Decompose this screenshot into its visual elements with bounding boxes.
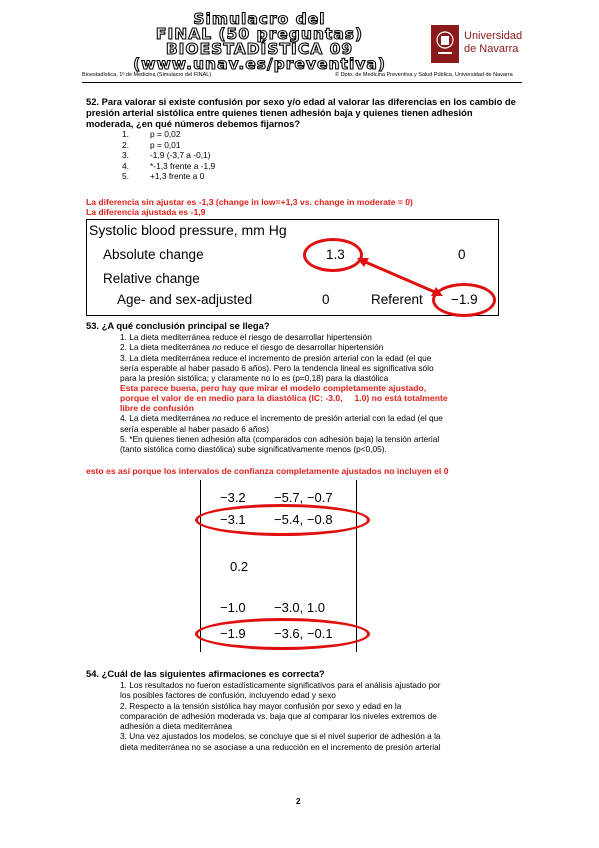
q53-option-4: 4. La dieta mediterránea no reduce el incremento de presión arterial con la edad (el que — [120, 413, 443, 424]
sbp-row3-referent: Referent — [371, 292, 423, 307]
q53-red-note-line: Esta parece buena, pero hay que mirar el modelo completamente ajustado, — [120, 383, 427, 394]
double-arrow-icon — [355, 255, 445, 299]
sbp-row3-value-2: −1.9 — [451, 292, 478, 307]
q53-option-3-line: sería esperable al haber pasado 6 años). Pero la tendencia lineal es significativa sólo — [120, 362, 434, 373]
sbp-row3-value: 0 — [322, 292, 330, 307]
header-title — [82, 12, 437, 72]
sbp-row1-value: 1.3 — [326, 247, 345, 262]
q54-option-2-line: adhesión a dieta mediterránea — [120, 721, 233, 732]
q54-options — [120, 680, 530, 752]
q52-option: 2. p = 0,01 — [122, 139, 181, 150]
university-seal-icon — [430, 24, 460, 64]
q53-option-5-line: 5. *En quienes tienen adhesión alta (comparados con adhesión baja) la tensión arterial — [120, 434, 440, 445]
subheader-right: © Dpto. de Medicina Preventiva y Salud Pública, Universidad de Navarra — [335, 72, 513, 78]
q52-option: 3. -1,9 (-3,7 a -0,1) — [122, 150, 211, 160]
q54-option-1-line: 1. Los resultados no fueron estadísticamente significativos para el análisis ajustado por — [120, 680, 441, 690]
q53-option-3-line: 3. La dieta mediterránea reduce el incremento de presión arterial con la edad (el que — [120, 352, 432, 363]
logo-text-2: de Navarra — [464, 43, 519, 55]
q53-options — [120, 332, 520, 455]
q53-conclusion-note: esto es así porque los intervalos de confianza completamente ajustados no incluyen el 0 — [86, 466, 449, 476]
logo-text-1: Universidad — [464, 30, 523, 42]
ci-value: −1.0 — [220, 600, 246, 615]
header-title-line-1: Simulacro del — [193, 10, 326, 28]
sbp-row1-label: Absolute change — [103, 247, 204, 262]
q53-red-note-line: porque el valor de en medio para la diastólica (IC: -3.0, 1.0) no está totalmente — [120, 393, 448, 404]
q52-option: 5. +1,3 frente a 0 — [122, 171, 205, 181]
q54-question: 54. ¿Cuál de las siguientes afirmaciones es correcta? — [86, 668, 325, 679]
q54-option-3-line: 3. Una vez ajustados los modelos, se concluye que si el nivel superior de adhesión a la — [120, 731, 441, 742]
q52-answer-2: La diferencia ajustada es -1,9 — [86, 207, 206, 217]
ci-table-divider — [200, 480, 201, 652]
q53-option-5-line: (tanto sistólica como diastólica) sube significativamente menos (p<0,05). — [120, 444, 387, 455]
q53-option-3-line: para la presión sistólica; y claramente no lo es (p=0,18) para la diastólica — [120, 373, 389, 384]
header-title-line-4: (www.unav.es/preventiva) — [133, 55, 386, 73]
q52-option: 4. *-1,3 frente a -1,9 — [122, 160, 216, 171]
sbp-row3-label: Age- and sex-adjusted — [117, 292, 253, 307]
q52-options — [122, 129, 215, 182]
header-title-line-3: BIOESTADÍSTICA 09 — [165, 40, 354, 58]
q53-red-note-line: libre de confusión — [120, 403, 195, 414]
highlight-ellipse — [303, 238, 363, 272]
ci-value: −3.2 — [220, 490, 246, 505]
highlight-ellipse — [195, 618, 370, 650]
subheader-left: Bioestadística, 1º de Medicina (Simulacro del FINAL) — [82, 72, 212, 78]
q53-option-2: 2. La dieta mediterránea no reduce el riesgo de desarrollar hipertensión — [120, 342, 384, 353]
ci-interval: −5.4, −0.8 — [274, 512, 333, 527]
ci-interval: −5.7, −0.7 — [274, 490, 333, 505]
header-title-line-2: FINAL (50 preguntas) — [155, 25, 364, 43]
q53-option-4-line: sería esperable al haber pasado 6 años) — [120, 423, 269, 434]
sbp-row2-label: Relative change — [103, 271, 200, 286]
q52-question: 52. Para valorar si existe confusión por sexo y/o edad al valorar las diferencias en los cambio de presión arterial sistólica entre quienes tienen adhesión baja y quienes tienen adhesión moderada, ¿en qué números debemos fijarnos? — [86, 96, 516, 129]
q54-option-3-line: dieta mediterránea no se asociase a una reducción en el incremento de presión arterial — [120, 741, 441, 752]
sbp-row1-value-2: 0 — [458, 247, 466, 262]
ci-interval: −3.6, −0.1 — [274, 626, 333, 641]
ci-value: 0.2 — [230, 559, 249, 574]
highlight-ellipse — [195, 504, 370, 536]
sbp-table-title: Systolic blood pressure, mm Hg — [89, 222, 287, 238]
q53-option-1: 1. La dieta mediterránea reduce el riesgo de desarrollar hipertensión — [120, 332, 372, 342]
university-logo — [430, 24, 560, 66]
q52-answer-1: La diferencia sin ajustar es -1,3 (change in low=+1,3 vs. change in moderate = 0) — [86, 197, 413, 207]
q54-option-2-line: comparación de adhesión moderada vs. baja que al comparar los niveles extremos de — [120, 710, 437, 721]
q53-question: 53. ¿A qué conclusión principal se llega? — [86, 320, 270, 331]
header-divider — [82, 82, 522, 83]
page-number: 2 — [296, 797, 301, 806]
q54-option-1-line: los posibles factores de confusión, incluyendo edad y sexo — [120, 690, 336, 701]
ci-interval: −3.0, 1.0 — [274, 600, 325, 615]
q54-option-2-line: 2. Respecto a la tensión sistólica hay mayor confusión por sexo y edad en la — [120, 700, 402, 711]
ci-value: −1.9 — [220, 626, 246, 641]
q52-option: 1. p = 0,02 — [122, 129, 181, 139]
ci-value: −3.1 — [220, 512, 246, 527]
